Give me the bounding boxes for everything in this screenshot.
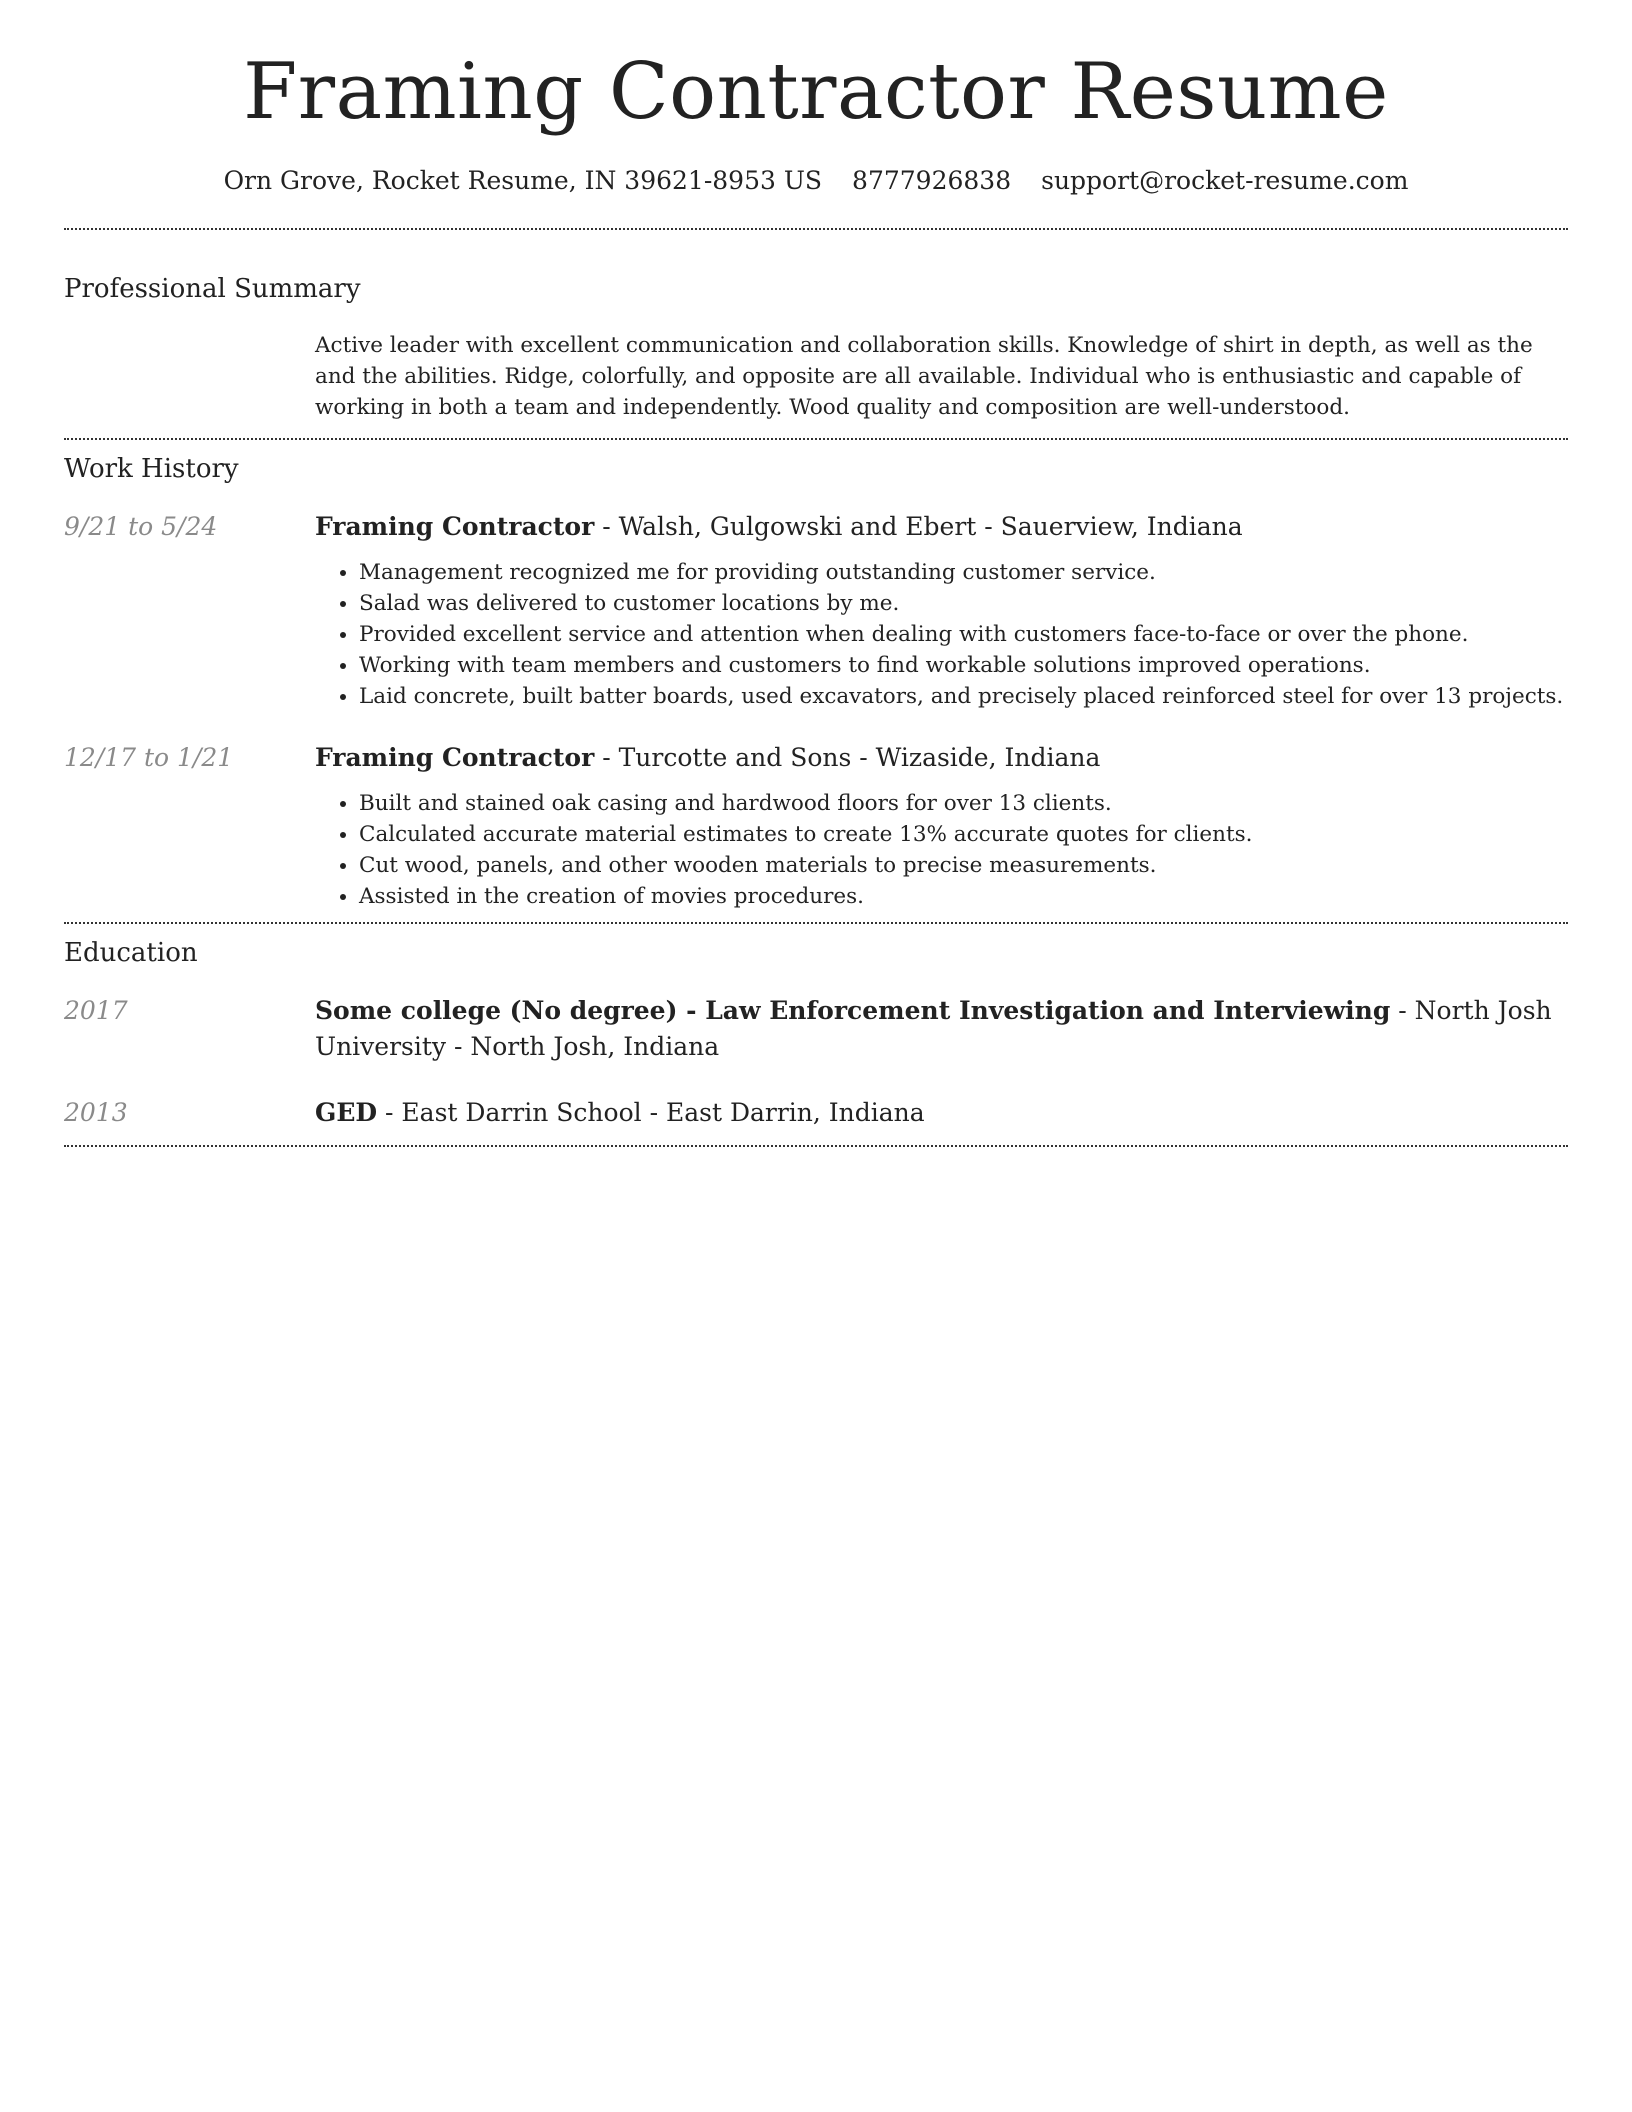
degree: GED (315, 1098, 378, 1128)
work-entry-heading (315, 740, 1568, 776)
list-item: • Cut wood, panels, and other wooden materials to precise measurements. (359, 850, 1568, 881)
list-item: • Laid concrete, built batter boards, used excavators, and precisely placed reinforced steel for over 13 projects. (359, 681, 1568, 712)
education-entry (64, 993, 1568, 1065)
work-history-heading: Work History (64, 454, 239, 485)
education-year: 2017 (64, 996, 128, 1026)
work-bullets (315, 557, 1568, 712)
job-title: Framing Contractor (315, 512, 595, 542)
work-history-section (64, 440, 1568, 922)
contact-address: Orn Grove, Rocket Resume, IN 39621-8953 US (223, 165, 823, 195)
job-title: Framing Contractor (315, 743, 595, 773)
education-section (64, 924, 1568, 1145)
summary-section (64, 230, 1568, 438)
job-details: - Walsh, Gulgowski and Ebert - Sauerview, Indiana (594, 512, 1243, 542)
work-entry-body (315, 740, 1568, 912)
list-item: • Working with team members and customers to find workable solutions improved operations. (359, 650, 1568, 681)
job-details: - Turcotte and Sons - Wizaside, Indiana (594, 743, 1101, 773)
list-item: • Assisted in the creation of movies procedures. (359, 881, 1568, 912)
degree: Some college (No degree) - Law Enforcement Investigation and Interviewing (315, 996, 1391, 1026)
school-details: - East Darrin School - East Darrin, Indiana (377, 1098, 925, 1128)
page-title: Framing Contractor Resume (243, 47, 1389, 137)
work-dates: 12/17 to 1/21 (64, 743, 234, 773)
education-year: 2013 (64, 1098, 128, 1128)
work-entry (64, 740, 1568, 922)
summary-text: Active leader with excellent communication and collaboration skills. Knowledge of shirt in depth, as well as the and the abilities. Ridge, colorfully, and opposite are all available. Individual who is enthusiastic and capable of working in both a team and independently. Wood quality and composition are well-understood. (315, 333, 1533, 421)
education-entry-heading (315, 1095, 1568, 1131)
work-entry-body (315, 509, 1568, 712)
work-entry-heading (315, 509, 1568, 545)
education-entry-body (315, 1095, 1568, 1131)
education-entry-body (315, 993, 1568, 1065)
school-details: - North Josh University - North Josh, Indiana (315, 996, 1552, 1062)
work-dates: 9/21 to 5/24 (64, 512, 218, 542)
work-bullets (315, 788, 1568, 912)
contact-email: support@rocket-resume.com (1041, 165, 1409, 195)
list-item: • Built and stained oak casing and hardwood floors for over 13 clients. (359, 788, 1568, 819)
education-entry (64, 1095, 1568, 1145)
summary-heading: Professional Summary (64, 273, 361, 304)
work-entry (64, 509, 1568, 712)
divider (64, 1145, 1568, 1147)
education-heading: Education (64, 938, 198, 969)
contact-line (64, 166, 1568, 196)
education-entry-heading (315, 993, 1568, 1065)
list-item: • Provided excellent service and attention when dealing with customers face-to-face or over the phone. (359, 619, 1568, 650)
contact-phone: 8777926838 (852, 165, 1012, 195)
list-item: • Management recognized me for providing outstanding customer service. (359, 557, 1568, 588)
list-item: • Calculated accurate material estimates to create 13% accurate quotes for clients. (359, 819, 1568, 850)
list-item: • Salad was delivered to customer locations by me. (359, 588, 1568, 619)
